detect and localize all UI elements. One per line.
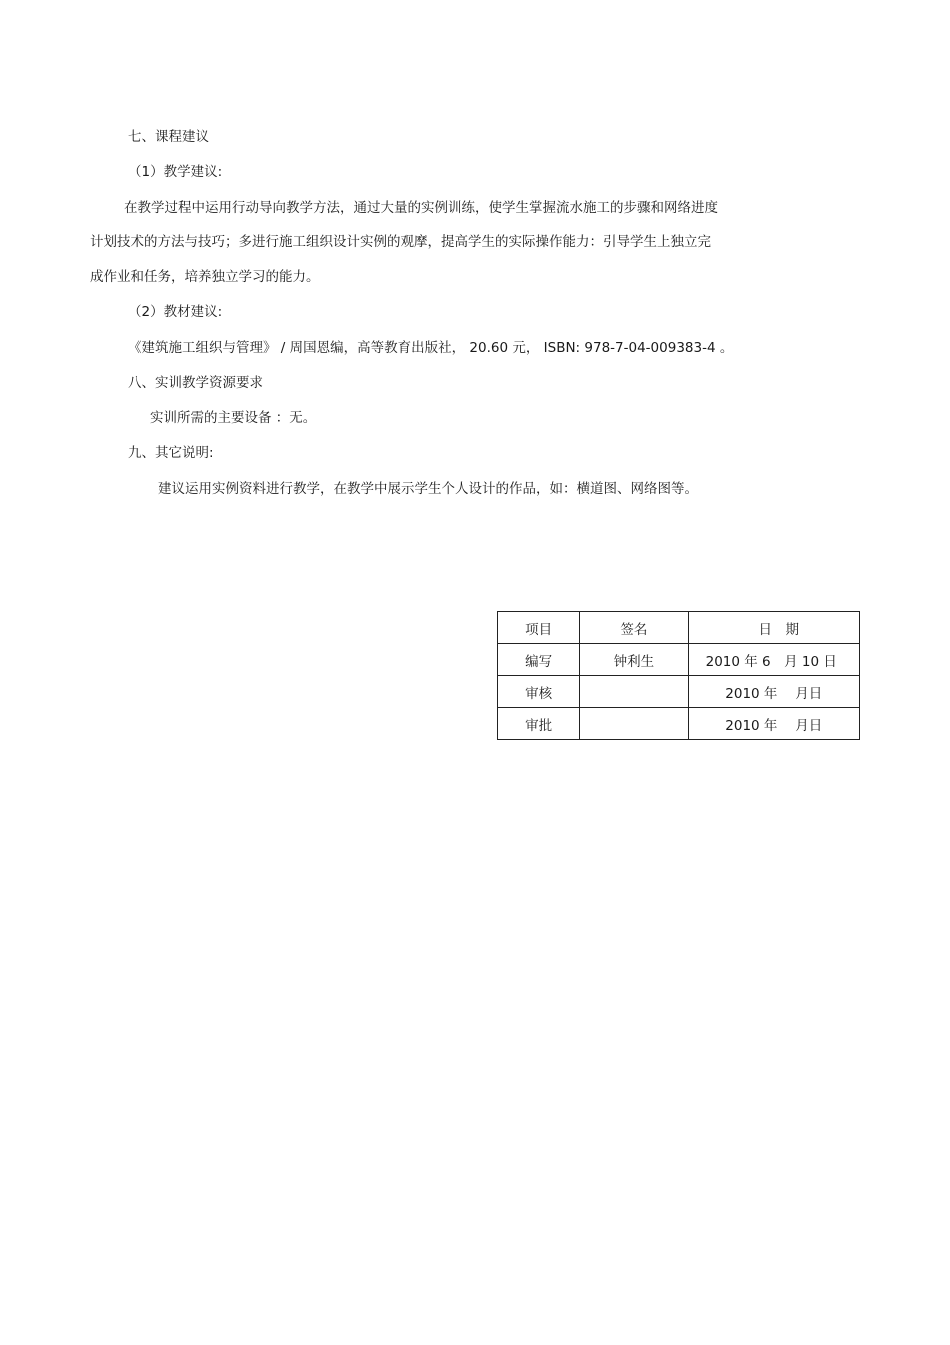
section-7-heading: 七、课程建议: [128, 129, 209, 145]
row-date-text: 2010 年 月日: [725, 717, 823, 734]
approval-table-header: [498, 612, 860, 644]
table-row: [498, 644, 860, 676]
row-item: 审核: [498, 676, 580, 708]
row-signature: 钟利生: [580, 644, 688, 676]
table-row: [498, 708, 860, 740]
header-date: [688, 612, 859, 644]
teaching-advice-line-2: 计划技术的方法与技巧；多进行施工组织设计实例的观摩，提高学生的实际操作能力：引导学生上独立完: [90, 234, 711, 250]
row-date-text: 2010 年 月日: [725, 685, 823, 702]
approval-table: [497, 611, 860, 740]
equipment-requirement: 实训所需的主要设备 ：无。: [150, 410, 317, 426]
teaching-advice-line-1: 在教学过程中运用行动导向教学方法，通过大量的实例训练，使学生掌握流水施工的步骤和网络进度: [124, 200, 718, 216]
row-signature: [580, 676, 688, 708]
teaching-advice-heading: （1）教学建议:: [128, 164, 223, 180]
header-item: 项目: [498, 612, 580, 644]
other-notes: 建议运用实例资料进行教学，在教学中展示学生个人设计的作品，如：横道图、网络图等。: [158, 481, 698, 497]
section-9-heading: 九、其它说明:: [128, 445, 214, 461]
row-item: 编写: [498, 644, 580, 676]
row-date: [688, 708, 859, 740]
table-row: [498, 676, 860, 708]
textbook-reference: 《建筑施工组织与管理》 / 周国恩编，高等教育出版社， 20.60 元， ISBN: 978-7-04-009383-4 。: [128, 340, 734, 356]
section-8-heading: 八、实训教学资源要求: [128, 375, 263, 391]
textbook-advice-heading: （2）教材建议:: [128, 304, 223, 320]
teaching-advice-line-3: 成作业和任务，培养独立学习的能力。: [90, 269, 320, 285]
row-item: 审批: [498, 708, 580, 740]
row-date: [688, 644, 859, 676]
row-date: [688, 676, 859, 708]
header-date-text: 日 期: [758, 621, 799, 638]
row-date-text: 2010 年 6 月 10 日: [705, 653, 837, 670]
row-signature: [580, 708, 688, 740]
header-signature: 签名: [580, 612, 688, 644]
